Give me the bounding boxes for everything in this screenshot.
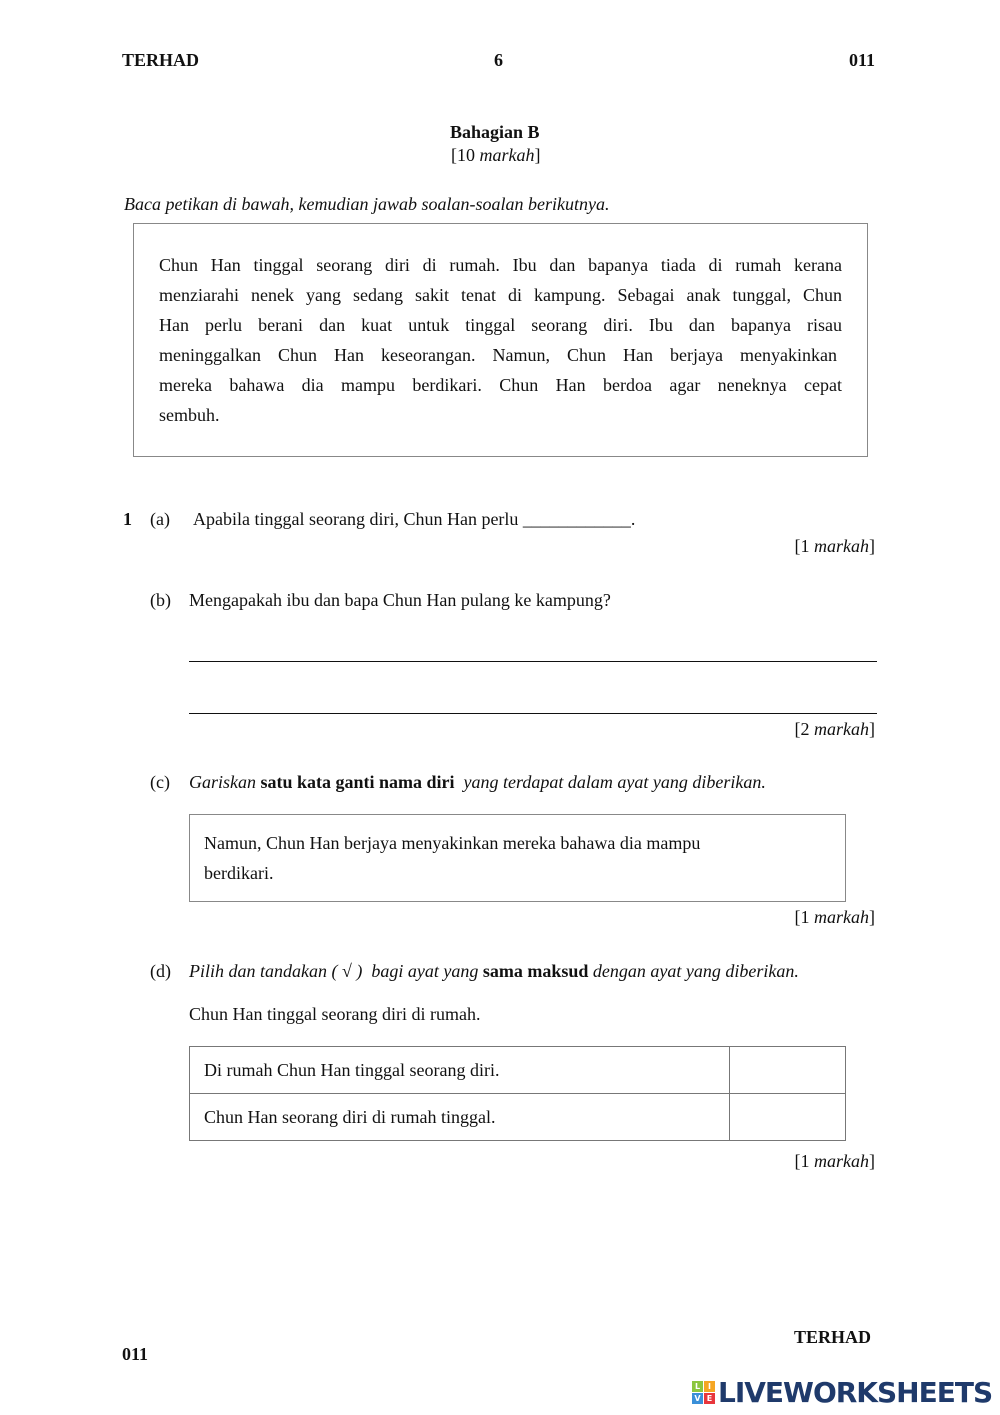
logo-tiles-icon	[692, 1381, 715, 1404]
logo-tile: E	[704, 1393, 715, 1404]
footer-code: 011	[122, 1344, 149, 1364]
option-text: Chun Han seorang diri di rumah tinggal.	[190, 1094, 730, 1141]
sentence-line: berdikari.	[204, 863, 274, 883]
q1d-label: (d)	[150, 961, 171, 981]
option-text: Di rumah Chun Han tinggal seorang diri.	[190, 1047, 730, 1094]
q1a-text: Apabila tinggal seorang diri, Chun Han perlu ____________.	[193, 509, 636, 529]
logo-text: LIVEWORKSHEETS	[718, 1376, 993, 1409]
q1c-label: (c)	[150, 772, 170, 792]
passage-line: mereka bahawa dia mampu berdikari. Chun Han berdoa agar neneknya cepat	[159, 375, 842, 395]
answer-line[interactable]	[189, 713, 877, 714]
passage-line: Chun Han tinggal seorang diri di rumah. Ibu dan bapanya tiada di rumah kerana	[159, 255, 842, 275]
tick-box[interactable]	[730, 1047, 846, 1094]
passage-line: sembuh.	[159, 405, 220, 425]
q1b-text: Mengapakah ibu dan bapa Chun Han pulang ke kampung?	[189, 590, 611, 610]
passage-line: menziarahi nenek yang sedang sakit tenat di kampung. Sebagai anak tunggal, Chun	[159, 285, 842, 305]
q1d-marks: [1 markah]	[794, 1151, 875, 1171]
section-title: Bahagian B	[450, 122, 540, 142]
passage-line: meninggalkan Chun Han keseorangan. Namun, Chun Han berjaya menyakinkan	[159, 345, 837, 365]
q1b-marks: [2 markah]	[794, 719, 875, 739]
tick-box[interactable]	[730, 1094, 846, 1141]
q1c-text: Gariskan satu kata ganti nama diri yang terdapat dalam ayat yang diberikan.	[189, 772, 766, 792]
q1c-marks: [1 markah]	[794, 907, 875, 927]
q1d-sentence: Chun Han tinggal seorang diri di rumah.	[189, 1004, 481, 1024]
answer-line[interactable]	[189, 661, 877, 662]
header-code: 011	[849, 50, 876, 70]
instruction: Baca petikan di bawah, kemudian jawab soalan-soalan berikutnya.	[124, 194, 610, 214]
header-classification: TERHAD	[122, 50, 200, 70]
liveworksheets-logo	[692, 1376, 992, 1409]
passage-line: Han perlu berani dan kuat untuk tinggal seorang diri. Ibu dan bapanya risau	[159, 315, 842, 335]
q1b-label: (b)	[150, 590, 171, 610]
passage-box	[133, 223, 868, 457]
q1a-label: (a)	[150, 509, 170, 529]
option-row	[190, 1094, 846, 1141]
logo-tile: V	[692, 1393, 703, 1404]
option-row	[190, 1047, 846, 1094]
q1d-text: Pilih dan tandakan ( √ ) bagi ayat yang sama maksud dengan ayat yang diberikan.	[189, 961, 799, 981]
sentence-line: Namun, Chun Han berjaya menyakinkan mereka bahawa dia mampu	[204, 833, 701, 853]
logo-tile: L	[692, 1381, 703, 1392]
q1a-marks: [1 markah]	[794, 536, 875, 556]
q1c-sentence-box[interactable]	[189, 814, 846, 902]
section-marks: [10 markah]	[451, 145, 541, 165]
question-number: 1	[123, 509, 132, 529]
footer-classification: TERHAD	[794, 1327, 872, 1347]
page-number: 6	[494, 50, 503, 70]
q1d-options-table	[189, 1046, 846, 1141]
logo-tile: I	[704, 1381, 715, 1392]
